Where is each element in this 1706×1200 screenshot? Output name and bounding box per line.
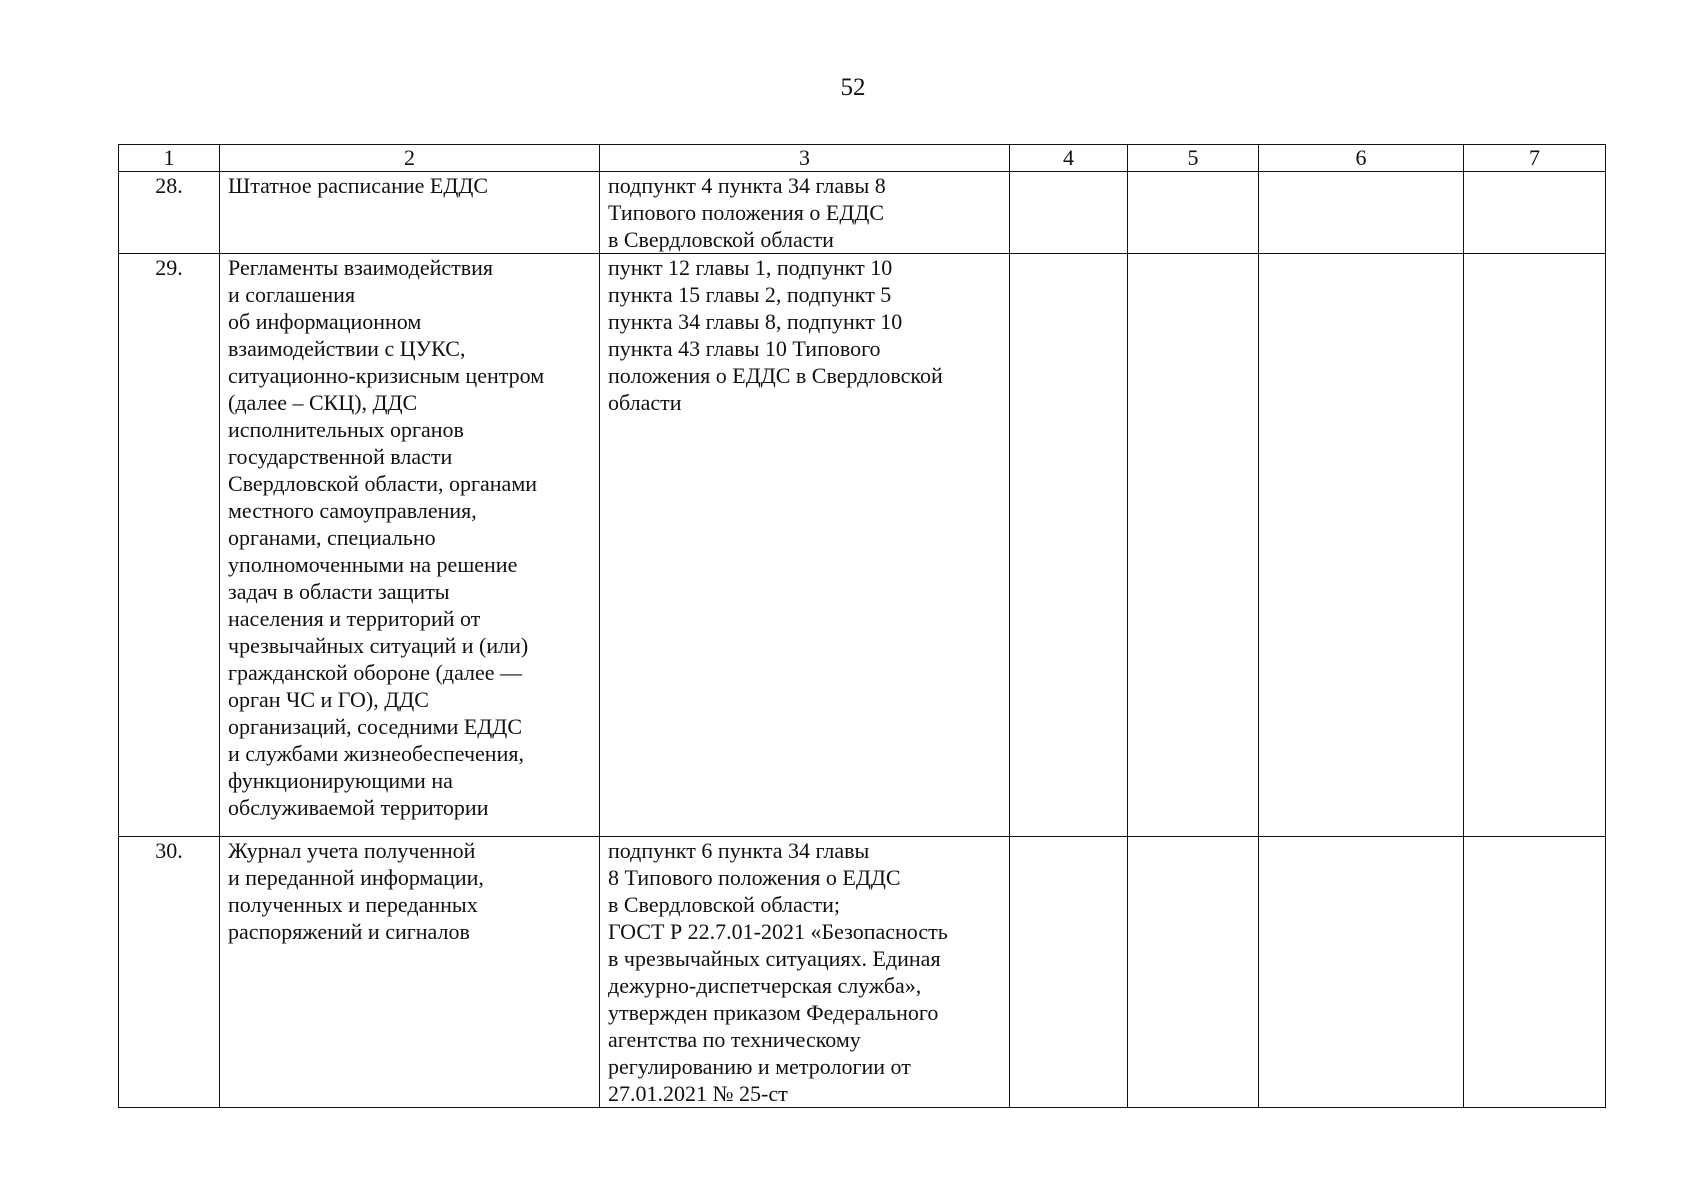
table-row [119,172,1606,254]
legal-basis-cell [600,837,1010,1108]
document-name-line: организаций, соседними ЕДДС [228,714,522,739]
document-name-line: Штатное расписание ЕДДС [228,173,489,198]
document-name-line: ситуационно-кризисным центром [228,363,545,388]
column-header-7: 7 [1464,145,1606,172]
legal-basis-line: агентства по техническому [608,1027,861,1052]
document-name-line: Регламенты взаимодействия [228,255,494,280]
legal-basis-line: пункта 15 главы 2, подпункт 5 [608,282,892,307]
document-name-line: и переданной информации, [228,865,484,890]
column-header-4: 4 [1010,145,1128,172]
table-row [119,254,1606,837]
document-name-line: Журнал учета полученной [228,838,476,863]
requirements-table [118,144,1606,1108]
legal-basis-line: в Свердловской области [608,227,834,252]
empty-cell-col-4 [1010,254,1128,837]
legal-basis-line: 8 Типового положения о ЕДДС [608,865,901,890]
empty-cell-col-6 [1259,254,1464,837]
empty-cell-col-5 [1128,254,1259,837]
document-name-line: органами, специально [228,525,436,550]
page-number: 52 [840,74,866,101]
empty-cell-col-7 [1464,172,1606,254]
document-name-line: и службами жизнеобеспечения, [228,741,524,766]
document-name-line: функционирующими на [228,768,453,793]
document-name-cell [220,172,600,254]
document-name-line: обслуживаемой территории [228,795,489,820]
legal-basis-line: области [608,390,682,415]
document-name-line: исполнительных органов [228,417,464,442]
document-name-line: гражданской обороне (далее — [228,660,523,685]
document-name-line: взаимодействии с ЦУКС, [228,336,466,361]
table-row [119,837,1606,1108]
legal-basis-line: подпункт 4 пункта 34 главы 8 [608,173,886,198]
empty-cell-col-5 [1128,172,1259,254]
document-name-line: об информационном [228,309,422,334]
empty-cell-col-4 [1010,837,1128,1108]
legal-basis-line: Типового положения о ЕДДС [608,200,885,225]
legal-basis-line: ГОСТ Р 22.7.01-2021 «Безопасность [608,919,948,944]
document-name-line: Свердловской области, органами [228,471,538,496]
legal-basis-line: регулированию и метрологии от [608,1054,911,1079]
legal-basis-line: подпункт 6 пункта 34 главы [608,838,870,863]
document-name-line: полученных и переданных [228,892,478,917]
legal-basis-line: положения о ЕДДС в Свердловской [608,363,943,388]
legal-basis-cell [600,172,1010,254]
document-name-line: задач в области защиты [228,579,450,604]
row-number: 28. [119,172,220,254]
legal-basis-line: пункта 43 главы 10 Типового [608,336,881,361]
document-name-line: уполномоченными на решение [228,552,518,577]
column-header-5: 5 [1128,145,1259,172]
legal-basis-line: в чрезвычайных ситуациях. Единая [608,946,941,971]
empty-cell-col-4 [1010,172,1128,254]
legal-basis-cell [600,254,1010,837]
row-number: 30. [119,837,220,1108]
empty-cell-col-5 [1128,837,1259,1108]
document-name-line: местного самоуправления, [228,498,477,523]
document-name-line: государственной власти [228,444,453,469]
column-header-1: 1 [119,145,220,172]
column-header-2: 2 [220,145,600,172]
document-name-line: и соглашения [228,282,356,307]
row-number: 29. [119,254,220,837]
table-body [119,172,1606,1108]
column-header-3: 3 [600,145,1010,172]
empty-cell-col-7 [1464,254,1606,837]
document-name-cell [220,837,600,1108]
legal-basis-line: пункт 12 главы 1, подпункт 10 [608,255,893,280]
document-name-line: распоряжений и сигналов [228,919,470,944]
document-name-line: (далее – СКЦ), ДДС [228,390,418,415]
document-name-cell [220,254,600,837]
empty-cell-col-7 [1464,837,1606,1108]
empty-cell-col-6 [1259,837,1464,1108]
table-header-row [119,145,1606,172]
legal-basis-line: дежурно-диспетчерская служба», [608,973,922,998]
legal-basis-line: утвержден приказом Федерального [608,1000,939,1025]
document-name-line: орган ЧС и ГО), ДДС [228,687,429,712]
document-name-line: населения и территорий от [228,606,481,631]
column-header-6: 6 [1259,145,1464,172]
legal-basis-line: в Свердловской области; [608,892,840,917]
legal-basis-line: пункта 34 главы 8, подпункт 10 [608,309,903,334]
empty-cell-col-6 [1259,172,1464,254]
document-name-line: чрезвычайных ситуаций и (или) [228,633,529,658]
legal-basis-line: 27.01.2021 № 25-ст [608,1081,788,1106]
